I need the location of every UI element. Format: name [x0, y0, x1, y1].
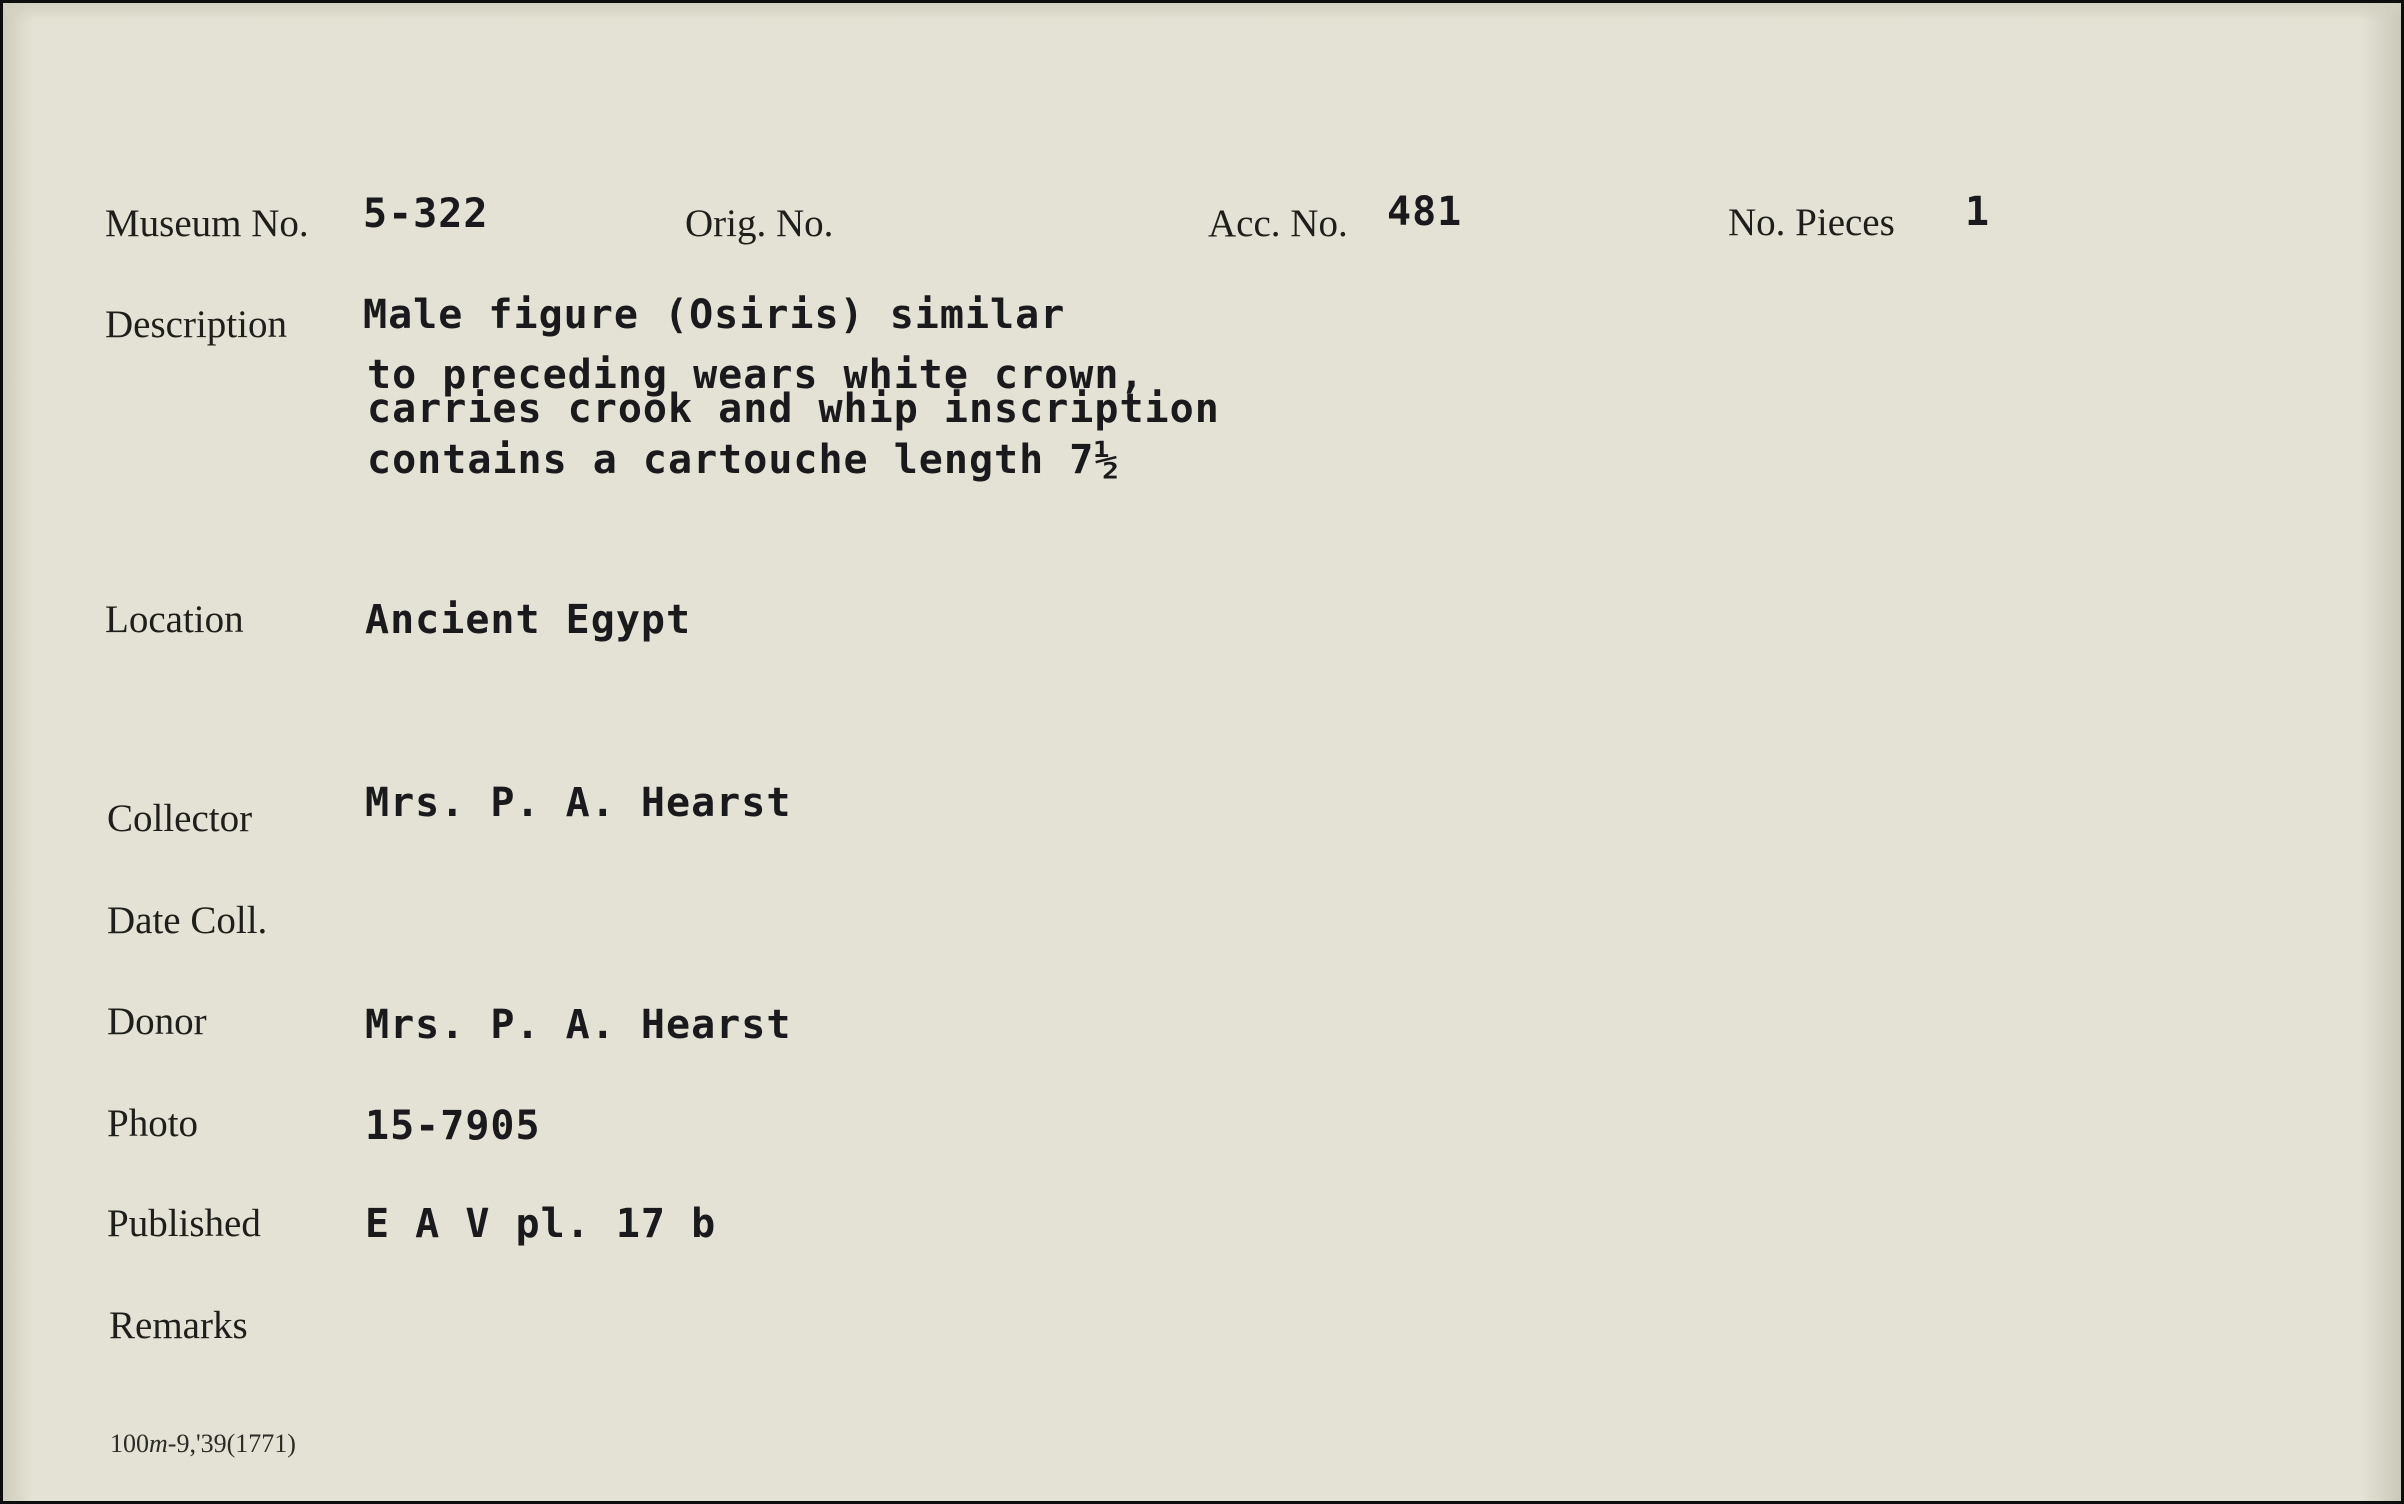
- description-label: Description: [105, 303, 287, 346]
- collector-value: Mrs. P. A. Hearst: [365, 780, 792, 826]
- description-line-4: contains a cartouche length 7½: [367, 437, 1120, 483]
- published-value: E A V pl. 17 b: [365, 1201, 717, 1247]
- remarks-label: Remarks: [109, 1304, 248, 1347]
- donor-value: Mrs. P. A. Hearst: [365, 1002, 792, 1048]
- acc-no-value: 481: [1387, 189, 1463, 235]
- orig-no-label: Orig. No.: [685, 202, 834, 245]
- no-pieces-value: 1: [1965, 189, 1991, 235]
- catalog-card: [3, 3, 2401, 1501]
- description-line-3: carries crook and whip inscription: [367, 386, 1220, 432]
- card-edge-shadow-left: [3, 3, 33, 1501]
- print-code-prefix: 100: [110, 1429, 149, 1458]
- donor-label: Donor: [107, 1000, 207, 1043]
- card-edge-shadow-top: [3, 3, 2401, 21]
- collector-label: Collector: [107, 797, 253, 840]
- description-line-2: to preceding wears white crown,: [367, 352, 1145, 398]
- photo-value: 15-7905: [365, 1103, 541, 1149]
- location-label: Location: [105, 598, 244, 641]
- published-label: Published: [107, 1202, 261, 1245]
- card-edge-shadow-right: [2361, 3, 2401, 1501]
- print-code-suffix: -9,'39(1771): [167, 1429, 296, 1458]
- acc-no-label: Acc. No.: [1208, 202, 1348, 245]
- museum-no-value: 5-322: [363, 191, 489, 237]
- photo-label: Photo: [107, 1102, 199, 1145]
- location-value: Ancient Egypt: [365, 597, 692, 643]
- no-pieces-label: No. Pieces: [1728, 201, 1895, 244]
- date-coll-label: Date Coll.: [107, 899, 268, 942]
- print-code: [110, 1431, 296, 1457]
- description-line-1: Male figure (Osiris) similar: [363, 292, 1066, 338]
- print-code-italic: m: [149, 1429, 168, 1458]
- museum-no-label: Museum No.: [105, 202, 309, 245]
